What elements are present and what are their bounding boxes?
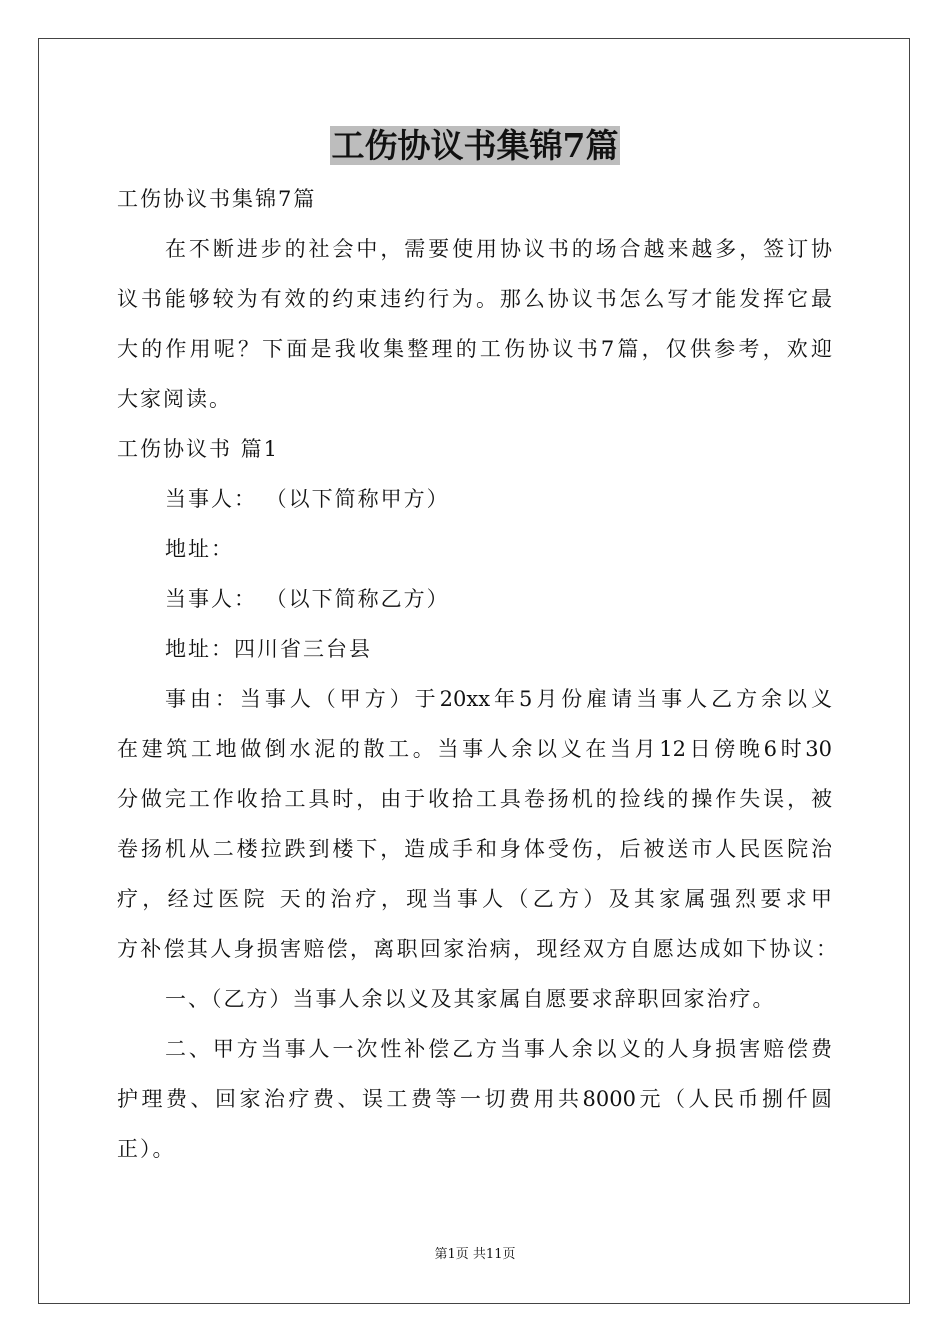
party-b-line: 当事人： （以下简称乙方） [165,587,450,611]
page-footer: 第1页 共11页 [434,1247,516,1262]
body-line: 疗，经过医院 天的治疗，现当事人（乙方）及其家属强烈要求甲 [117,887,832,911]
subtitle-line: 工伤协议书集锦7篇 [117,187,317,211]
body-line: 在建筑工地做倒水泥的散工。当事人余以义在当月12日傍晚6时30 [117,737,832,761]
page-border [38,38,910,1304]
body-line: 卷扬机从二楼拉跌到楼下，造成手和身体受伤，后被送市人民医院治 [117,837,832,861]
party-a-line: 当事人： （以下简称甲方） [165,487,450,511]
body-line: 事由：当事人（甲方）于20xx年5月份雇请当事人乙方余以义 [165,687,832,711]
clause-one: 一、（乙方）当事人余以义及其家属自愿要求辞职回家治疗。 [165,987,776,1011]
body-line: 大家阅读。 [117,387,232,411]
clause-two-line: 二、甲方当事人一次性补偿乙方当事人余以义的人身损害赔偿费 [165,1037,832,1061]
body-line: 议书能够较为有效的约束违约行为。那么协议书怎么写才能发挥它最 [117,287,832,311]
clause-two-line: 护理费、回家治疗费、误工费等一切费用共8000元（人民币捌仟圆 [117,1087,832,1111]
body-line: 方补偿其人身损害赔偿，离职回家治病，现经双方自愿达成如下协议： [117,937,837,961]
section-heading: 工伤协议书 篇1 [117,437,280,461]
address-b-line: 地址：四川省三台县 [165,637,372,661]
document-title: 工伤协议书集锦7篇 [331,126,619,165]
address-a-line: 地址： [165,537,234,561]
body-line: 大的作用呢？下面是我收集整理的工伤协议书7篇，仅供参考，欢迎 [117,337,832,361]
clause-two-line: 正）。 [117,1137,176,1161]
body-line: 分做完工作收拾工具时，由于收拾工具卷扬机的捡线的操作失误，被 [117,787,832,811]
body-line: 在不断进步的社会中，需要使用协议书的场合越来越多，签订协 [165,237,832,261]
